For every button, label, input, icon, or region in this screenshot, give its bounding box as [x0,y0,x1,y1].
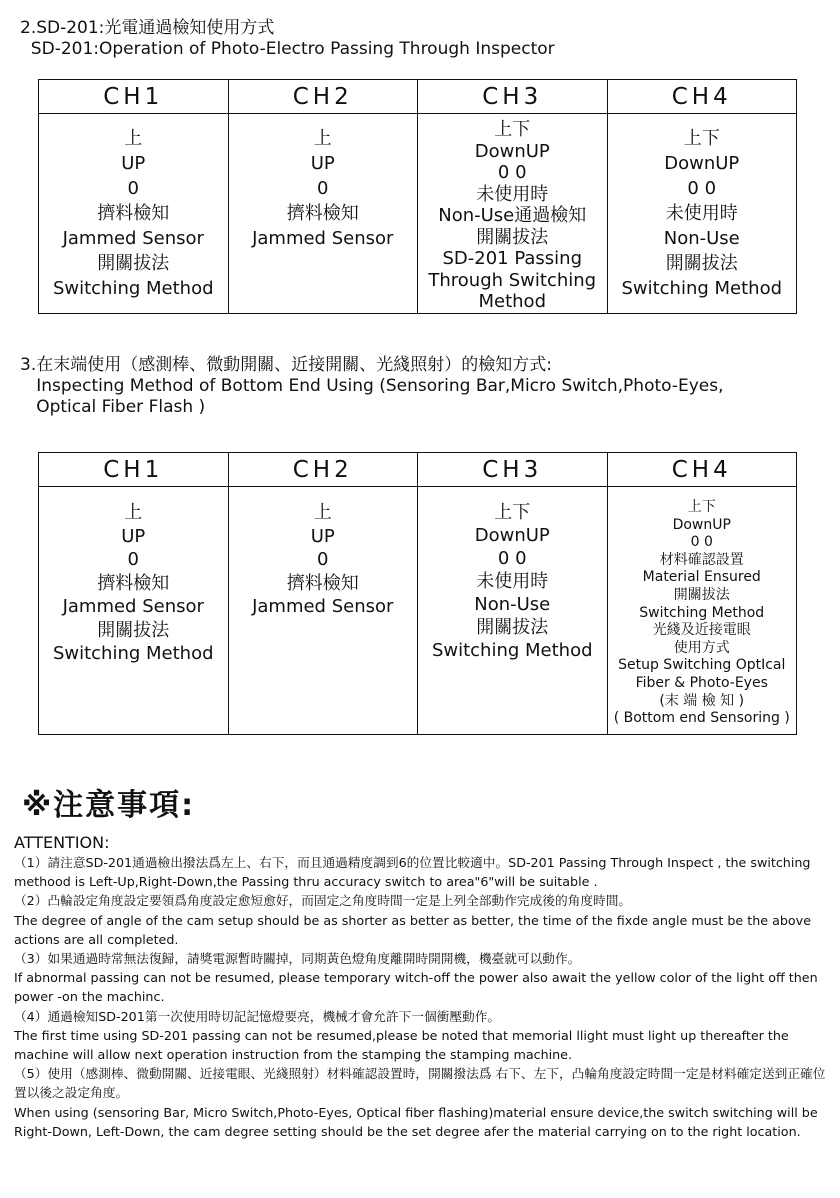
cell-line: 上 [124,128,143,149]
cell-line: Setup Switching OptIcal [618,657,786,674]
ch1-cell [39,114,229,314]
cell-line: 0 0 [687,178,717,199]
cell-line: 開關拔法 [97,253,170,274]
cell-line: Switching Method [621,278,783,299]
cell-line: Material Ensured [642,569,761,586]
cell-line: 0 [127,178,139,199]
cell-line: 上 [313,128,332,149]
attention-paragraph: When using (sensoring Bar, Micro Switch,Photo-Eyes, Optical fiber flashing)material ensure device,the switch switching will be Right-Down, Left-Down, the cam degree setting should be the set degree afer the material carrying on to the right location. [14,1104,818,1139]
cell-line: UP [121,525,146,547]
ch3-cell [418,487,608,735]
cell-line: 0 [317,549,329,570]
attention-paragraph: If abnormal passing can not be resumed, please temporary witch-off the power also await the yellow color of the light off then power -on the machinc. [14,970,818,1005]
header-ch1: CH1 [39,80,229,114]
cell-line: ( Bottom end Sensoring ) [613,710,790,727]
cell-line: Fiber & Photo-Eyes [635,674,768,691]
table-row [39,114,797,314]
section3-title-en-2: Optical Fiber Flash ) [20,397,206,417]
attention-title: ATTENTION: [14,833,110,852]
cell-line: SD-201 Passing [442,248,583,269]
cell-line: Non-Use通過檢知 [438,205,587,226]
attention-paragraphs [14,853,834,1141]
cell-line: 0 [127,549,139,570]
photo-electro-channel-table [38,79,797,314]
cell-line: 上 [313,502,332,523]
attention-paragraph: （4）通過檢知SD-201第一次使用時切記記憶燈要亮，機械才會允許下一個衝壓動作。 [14,1008,501,1024]
header-ch1: CH1 [39,453,229,487]
ch1-cell [39,487,229,735]
table-row [39,487,797,735]
section2-title-en: SD-201:Operation of Photo-Electro Passing Through Inspector [20,39,555,59]
notice-title: ※注意事項: [22,788,196,823]
section3-heading [20,355,724,418]
cell-line: 0 [317,178,329,199]
cell-line: 擠料檢知 [97,572,170,594]
cell-line: 未使用時 [476,571,549,592]
header-ch3: CH3 [418,453,608,487]
ch4-cell [607,487,797,735]
cell-line: UP [310,153,335,174]
cell-line: Jammed Sensor [62,228,204,249]
header-ch4: CH4 [607,80,797,114]
cell-line: DownUP [664,153,740,174]
section3-title-en-1: Inspecting Method of Bottom End Using (Sensoring Bar,Micro Switch,Photo-Eyes, [20,376,724,396]
header-ch2: CH2 [228,453,418,487]
cell-line: Through Switching [428,269,597,291]
cell-line: 使用方式 [673,639,730,656]
attention-section [14,833,834,1141]
section2-title-zh: 2.SD-201:光電通過檢知使用方式 [20,18,275,38]
ch4-cell [607,114,797,314]
cell-line: Switching Method [431,640,593,661]
cell-line: Switching Method [52,278,214,299]
cell-line: Non-Use [474,594,551,615]
cell-line: 上 [124,502,143,523]
cell-line: 上下 [683,128,720,149]
section3-title-zh: 3.在末端使用（感測棒、微動開關、近接開關、光綫照射）的檢知方式: [20,355,552,375]
cell-line: 開關拔法 [665,253,738,274]
header-ch3: CH3 [418,80,608,114]
cell-line: 開關拔法 [476,226,549,248]
header-ch4: CH4 [607,453,797,487]
cell-line: Jammed Sensor [252,228,394,249]
cell-line: 開關拔法 [476,617,549,638]
section2-heading [20,18,555,60]
cell-line: 材料確認設置 [659,551,744,568]
attention-paragraph: The degree of angle of the cam setup should be as shorter as better as better, the time of the fixde angle must be the above actions are all completed. [14,912,811,947]
cell-line: 擠料檢知 [97,203,170,224]
cell-line: 上下 [494,119,531,140]
cell-line: 擠料檢知 [286,203,359,224]
ch2-cell [228,114,418,314]
cell-line: DownUP [474,140,550,162]
cell-line: 0 0 [690,534,713,551]
cell-line: 上下 [687,499,716,515]
cell-line: Switching Method [52,643,214,664]
attention-paragraph: （3）如果通過時常無法復歸，請獎電源暫時關掉，同期黃色燈角度離開時開開機，機臺就可以動作。 [14,951,581,967]
ch2-cell [228,487,418,735]
cell-line: 上下 [494,502,531,523]
cell-line: Non-Use [663,228,740,249]
attention-paragraph: The first time using SD-201 passing can not be resumed,please be noted that memorial llight must light up thereafter the machine will allow next operation instruction from the stamping the stamping machine. [14,1027,789,1063]
table-header-row [39,453,797,487]
header-ch2: CH2 [228,80,418,114]
cell-line: 0 0 [497,162,527,183]
attention-paragraph: （1）請注意SD-201通過檢出撥法爲左上、右下，而且通過精度調到6的位置比較適中。SD-201 Passing Through Inspect , the switching methood is Left-Up,Right-Down,the Passing thru accuracy switch to area"6"will be suitable . [14,855,811,890]
attention-paragraph: （2）凸輪設定角度設定要領爲角度設定愈短愈好，而固定之角度時間一定是上列全部動作完成後的角度時間。 [14,893,632,909]
cell-line: 未使用時 [665,203,738,224]
cell-line: 擠料檢知 [286,572,359,594]
cell-line: Jammed Sensor [252,596,394,617]
cell-line: 未使用時 [476,183,549,205]
ch3-cell [418,114,608,314]
bottom-end-channel-table [38,452,797,735]
cell-line: 光綫及近接電眼 [652,622,751,639]
cell-line: 開關拔法 [97,619,170,641]
cell-line: Method [478,291,546,312]
cell-line: Switching Method [639,604,765,621]
cell-line: 0 0 [497,548,527,569]
attention-paragraph: （5）使用（感測棒、微動開關、近接電眼、光綫照射）材料確認設置時，開關撥法爲 右下、左下，凸輪角度設定時間一定是材料確定送到正確位置以後之設定角度。 [14,1066,826,1101]
cell-line: 開關拔法 [673,586,730,603]
cell-line: (末 端 檢 知 ) [659,692,745,709]
cell-line: DownUP [474,525,550,546]
cell-line: UP [121,153,146,174]
cell-line: UP [310,525,335,547]
cell-line: Jammed Sensor [62,596,204,617]
table-header-row [39,80,797,114]
cell-line: DownUP [672,516,731,533]
